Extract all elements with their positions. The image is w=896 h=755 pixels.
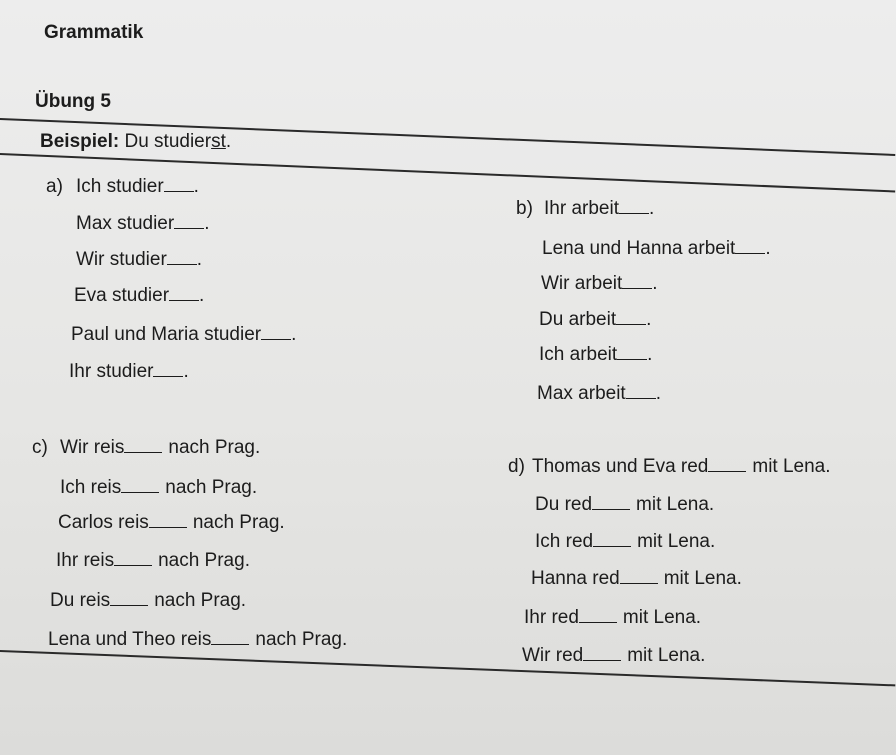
- section-c-item: Wir reis nach Prag.: [60, 437, 261, 458]
- answer-blank[interactable]: [708, 457, 746, 472]
- answer-blank[interactable]: [592, 495, 630, 510]
- section-b-item: Wir arbeit .: [541, 273, 658, 294]
- page-title: Grammatik: [44, 22, 144, 43]
- answer-blank[interactable]: [616, 310, 646, 325]
- section-b-marker: b): [516, 198, 533, 219]
- section-b-item: Ihr arbeit .: [544, 198, 655, 219]
- answer-blank[interactable]: [174, 214, 204, 229]
- section-d-item: Wir red mit Lena.: [522, 645, 706, 666]
- section-a-item: Wir studier .: [76, 249, 203, 270]
- answer-blank[interactable]: [583, 646, 621, 661]
- answer-blank[interactable]: [110, 591, 148, 606]
- exercise-title: Übung 5: [35, 91, 111, 112]
- answer-blank[interactable]: [121, 478, 159, 493]
- section-a-item: Ich studier .: [76, 176, 199, 197]
- answer-blank[interactable]: [735, 239, 765, 254]
- section-d-item: Thomas und Eva red mit Lena.: [532, 456, 831, 477]
- section-a-marker: a): [46, 176, 63, 197]
- answer-blank[interactable]: [167, 250, 197, 265]
- answer-blank[interactable]: [211, 630, 249, 645]
- answer-blank[interactable]: [620, 569, 658, 584]
- section-a-item: Paul und Maria studier .: [71, 324, 297, 345]
- example-ending: st: [211, 131, 226, 152]
- section-c-item: Lena und Theo reis nach Prag.: [48, 629, 348, 650]
- answer-blank[interactable]: [124, 438, 162, 453]
- answer-blank[interactable]: [617, 345, 647, 360]
- answer-blank[interactable]: [169, 286, 199, 301]
- answer-blank[interactable]: [593, 532, 631, 547]
- answer-blank[interactable]: [579, 608, 617, 623]
- answer-blank[interactable]: [622, 274, 652, 289]
- section-c-item: Ich reis nach Prag.: [60, 477, 258, 498]
- section-a-item: Eva studier .: [74, 285, 205, 306]
- section-c-item: Ihr reis nach Prag.: [56, 550, 250, 571]
- example-line: [40, 131, 231, 153]
- example-end: .: [225, 131, 232, 152]
- section-d-item: Ihr red mit Lena.: [524, 607, 702, 628]
- example-stem: Du studier: [124, 131, 212, 152]
- section-c-marker: c): [32, 437, 48, 458]
- answer-blank[interactable]: [153, 362, 183, 377]
- section-b-item: Du arbeit .: [539, 309, 652, 330]
- section-d-item: Hanna red mit Lena.: [531, 568, 742, 589]
- section-c-item: Du reis nach Prag.: [50, 590, 247, 611]
- section-d-item: Du red mit Lena.: [535, 494, 715, 515]
- section-d-item: Ich red mit Lena.: [535, 531, 716, 552]
- divider-line: [0, 650, 895, 686]
- answer-blank[interactable]: [164, 177, 194, 192]
- section-b-item: Lena und Hanna arbeit .: [542, 238, 771, 259]
- section-a-item: Max studier .: [76, 213, 210, 234]
- section-b-item: Max arbeit .: [537, 383, 661, 404]
- answer-blank[interactable]: [619, 199, 649, 214]
- answer-blank[interactable]: [261, 325, 291, 340]
- section-b-item: Ich arbeit .: [539, 344, 653, 365]
- section-c-item: Carlos reis nach Prag.: [58, 512, 285, 533]
- answer-blank[interactable]: [114, 551, 152, 566]
- answer-blank[interactable]: [626, 384, 656, 399]
- answer-blank[interactable]: [149, 513, 187, 528]
- section-a-item: Ihr studier .: [69, 361, 189, 382]
- section-d-marker: d): [508, 456, 525, 477]
- example-label: Beispiel:: [40, 131, 120, 152]
